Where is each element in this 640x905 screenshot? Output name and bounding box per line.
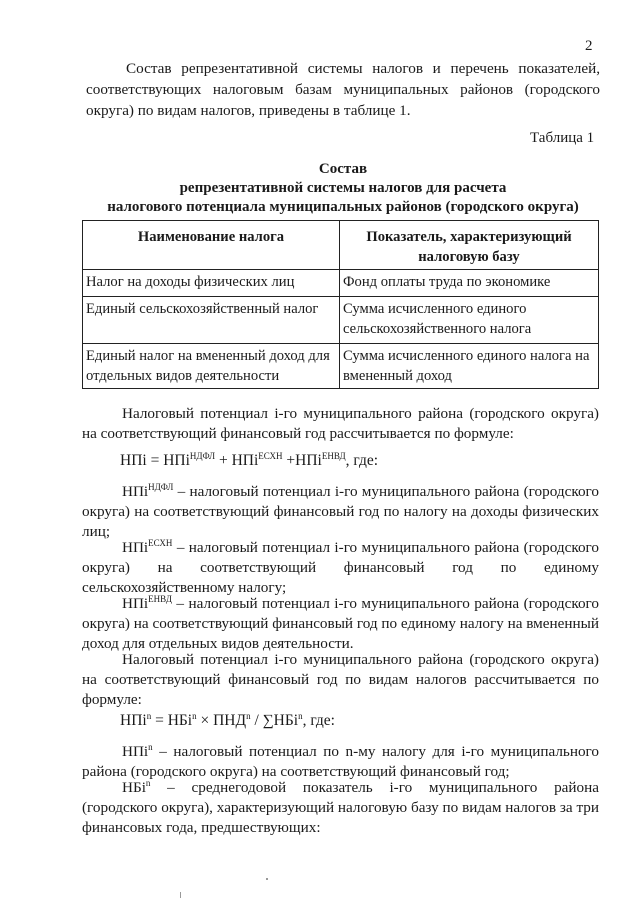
formula-part: +НПi [282, 452, 322, 469]
tax-name-cell: Налог на доходы физических лиц [83, 270, 340, 297]
table-row [83, 297, 599, 344]
definition-text: – налоговый потенциал i-го муниципального района (городского округа) на соответствующий финансовый год по налогу на доходы физических лиц; [82, 483, 599, 540]
formula-superscript: n [192, 710, 197, 721]
formula-superscript: n [298, 710, 303, 721]
formula-part: НПi [120, 712, 147, 729]
formula-part: + НПi [215, 452, 259, 469]
scan-speck [266, 878, 268, 880]
total-potential-formula [120, 452, 378, 470]
table-row [83, 344, 599, 389]
definition-superscript: n [148, 741, 153, 752]
column-header-indicator: Показатель, характеризующий налоговую базу [340, 221, 599, 270]
formula-superscript: n [146, 710, 152, 721]
page-number: 2 [585, 38, 593, 54]
table-title-line-1: Состав [318, 161, 368, 177]
definition-symbol: НПi [122, 483, 149, 500]
definition-text: – налоговый потенциал i-го муниципального района (городского округа) на соответствующий финансовый год по единому сельскохозяйственному налогу; [82, 539, 599, 596]
definition-ndfl [82, 482, 599, 542]
intro-paragraph: Состав репрезентативной системы налогов и перечень показателей, соответствующих налоговым базам муниципальных районов (городского округа) по видам налогов, приведены в таблице 1. [86, 60, 600, 119]
definition-eskhn [82, 538, 599, 598]
definition-symbol: НПi [122, 595, 149, 612]
table-title-line-3: налогового потенциала муниципальных районов (городского округа) [107, 199, 579, 215]
tax-name-cell: Единый сельскохозяйственный налог [83, 297, 340, 344]
indicator-cell: Сумма исчисленного единого сельскохозяйственного налога [340, 297, 599, 344]
table-title-line-2: репрезентативной системы налогов для расчета [179, 180, 507, 196]
definition-symbol: НПi [122, 743, 149, 760]
formula-part: , где: [302, 712, 335, 729]
definition-nb-n [82, 778, 599, 838]
tax-type-formula [120, 712, 335, 730]
table-row [83, 270, 599, 297]
formula-superscript: ЕНВД [321, 450, 346, 461]
formula-superscript: n [246, 710, 251, 721]
definition-superscript: ЕНВД [148, 593, 172, 604]
formula-part: = НБi [151, 712, 193, 729]
table-title [86, 160, 600, 217]
formula-intro-paragraph: Налоговый потенциал i-го муниципального района (городского округа) на соответствующий финансовый год рассчитывается по формуле: [82, 405, 599, 442]
definition-text: – среднегодовой показатель i-го муниципального района (городского округа), характеризующий налоговую базу по видам налогов за три финансовых года, предшествующих: [82, 779, 599, 836]
table-caption: Таблица 1 [530, 130, 595, 146]
definition-symbol: НПi [122, 539, 149, 556]
formula-superscript: НДФЛ [189, 450, 216, 461]
tax-name-cell: Единый налог на вмененный доход для отдельных видов деятельности [83, 344, 340, 389]
definition-text: – налоговый потенциал i-го муниципального района (городского округа) на соответствующий финансовый год по единому налогу на вмененный доход для отдельных видов деятельности. [82, 595, 599, 652]
formula-part: = НПi [146, 452, 190, 469]
scan-speck [180, 892, 181, 898]
definition-np-n [82, 742, 599, 782]
tax-type-formula-intro: Налоговый потенциал i-го муниципального района (городского округа) на соответствующий финансовый год по видам налогов рассчитывается по формуле: [82, 651, 599, 708]
table-header-row [83, 221, 599, 270]
formula-part: , где: [345, 452, 379, 469]
column-header-tax: Наименование налога [83, 221, 340, 270]
indicator-cell: Фонд оплаты труда по экономике [340, 270, 599, 297]
formula-part: × ПНД [196, 712, 247, 729]
definition-superscript: ЕСХН [148, 537, 173, 548]
definition-text: – налоговый потенциал по n-му налогу для i-го муниципального района (городского округа) на соответствующий финансовый год; [82, 743, 599, 780]
formula-part: НПi [120, 452, 147, 469]
definition-superscript: НДФЛ [148, 481, 174, 492]
formula-part: / ∑НБi [250, 712, 299, 729]
definition-superscript: n [145, 777, 151, 788]
definition-symbol: НБi [122, 779, 146, 796]
formula-superscript: ЕСХН [258, 450, 283, 461]
definition-envd [82, 594, 599, 654]
indicator-cell: Сумма исчисленного единого налога на вмененный доход [340, 344, 599, 389]
tax-table [82, 220, 599, 389]
